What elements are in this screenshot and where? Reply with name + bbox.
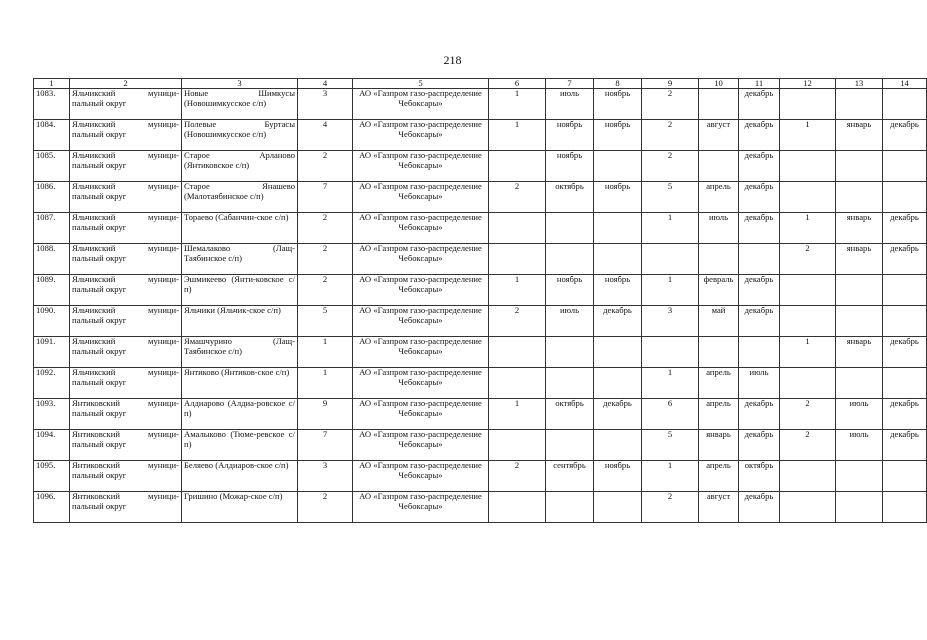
col-9-cell: 5 — [642, 430, 699, 461]
col-13-cell — [836, 151, 883, 182]
col-6-cell — [489, 151, 546, 182]
col-7-cell: сентябрь — [546, 461, 594, 492]
col-9-cell: 1 — [642, 461, 699, 492]
settlement-cell: Новые Шимкусы (Новошимкусское с/п) — [182, 89, 298, 120]
col-12-cell — [780, 492, 836, 523]
settlement-cell: Полевые Буртасы (Новошимкусское с/п) — [182, 120, 298, 151]
col-13-cell — [836, 275, 883, 306]
col-4-cell: 3 — [298, 89, 353, 120]
col-7-cell — [546, 337, 594, 368]
col-8-cell: ноябрь — [594, 461, 642, 492]
settlement-cell: Амалыково (Тюме-ревское с/п) — [182, 430, 298, 461]
col-14-cell — [883, 151, 927, 182]
col-12-cell — [780, 182, 836, 213]
organization-cell: АО «Газпром газо-распределение Чебоксары» — [353, 337, 489, 368]
col-7-cell — [546, 430, 594, 461]
col-11-cell: октябрь — [739, 461, 780, 492]
district-cell: Яльчикский муници-пальный округ — [70, 120, 182, 151]
col-10-cell — [699, 337, 739, 368]
column-number-8: 8 — [594, 79, 642, 89]
settlement-cell: Эшмикеево (Янти-ковское с/п) — [182, 275, 298, 306]
col-9-cell — [642, 244, 699, 275]
row-number: 1090. — [34, 306, 70, 337]
col-11-cell: декабрь — [739, 89, 780, 120]
organization-cell: АО «Газпром газо-распределение Чебоксары» — [353, 89, 489, 120]
col-12-cell — [780, 89, 836, 120]
col-14-cell — [883, 368, 927, 399]
table-row — [34, 151, 927, 182]
col-10-cell: август — [699, 492, 739, 523]
table-row — [34, 244, 927, 275]
col-8-cell: ноябрь — [594, 182, 642, 213]
col-7-cell — [546, 213, 594, 244]
col-4-cell: 2 — [298, 151, 353, 182]
col-13-cell — [836, 461, 883, 492]
column-number-14: 14 — [883, 79, 927, 89]
col-9-cell: 2 — [642, 492, 699, 523]
row-number: 1087. — [34, 213, 70, 244]
row-number: 1085. — [34, 151, 70, 182]
column-number-11: 11 — [739, 79, 780, 89]
col-14-cell — [883, 275, 927, 306]
col-6-cell — [489, 337, 546, 368]
settlement-cell: Ямашчурино (Лащ-Таябинское с/п) — [182, 337, 298, 368]
table-row — [34, 275, 927, 306]
col-7-cell: ноябрь — [546, 120, 594, 151]
col-8-cell: ноябрь — [594, 89, 642, 120]
table-row — [34, 120, 927, 151]
col-4-cell: 2 — [298, 213, 353, 244]
col-11-cell: декабрь — [739, 182, 780, 213]
table-row — [34, 337, 927, 368]
column-number-9: 9 — [642, 79, 699, 89]
column-number-4: 4 — [298, 79, 353, 89]
settlement-cell: Беляево (Алдиаров-ское с/п) — [182, 461, 298, 492]
col-10-cell: апрель — [699, 399, 739, 430]
col-10-cell: август — [699, 120, 739, 151]
col-11-cell — [739, 244, 780, 275]
settlement-cell: Алдиарово (Алдиа-ровское с/п) — [182, 399, 298, 430]
settlement-cell: Янтиково (Янтиков-ское с/п) — [182, 368, 298, 399]
col-10-cell — [699, 151, 739, 182]
col-6-cell: 2 — [489, 461, 546, 492]
col-6-cell: 1 — [489, 399, 546, 430]
row-number: 1091. — [34, 337, 70, 368]
col-11-cell: декабрь — [739, 430, 780, 461]
col-7-cell: ноябрь — [546, 275, 594, 306]
column-number-5: 5 — [353, 79, 489, 89]
col-8-cell — [594, 213, 642, 244]
col-10-cell: апрель — [699, 461, 739, 492]
settlement-cell: Старое Янашево (Малотаябинское с/п) — [182, 182, 298, 213]
col-4-cell: 2 — [298, 275, 353, 306]
col-11-cell: декабрь — [739, 120, 780, 151]
settlement-cell: Яльчики (Яльчик-ское с/п) — [182, 306, 298, 337]
row-number: 1084. — [34, 120, 70, 151]
col-14-cell — [883, 89, 927, 120]
gasification-schedule-table — [33, 78, 927, 523]
col-8-cell — [594, 244, 642, 275]
column-number-7: 7 — [546, 79, 594, 89]
district-cell: Янтиковский муници-пальный округ — [70, 461, 182, 492]
col-4-cell: 4 — [298, 120, 353, 151]
col-7-cell: октябрь — [546, 182, 594, 213]
col-14-cell: декабрь — [883, 337, 927, 368]
settlement-cell: Тораево (Сабанчин-ское с/п) — [182, 213, 298, 244]
col-10-cell — [699, 244, 739, 275]
col-8-cell: декабрь — [594, 306, 642, 337]
row-number: 1086. — [34, 182, 70, 213]
table-row — [34, 492, 927, 523]
col-7-cell: ноябрь — [546, 151, 594, 182]
col-14-cell: декабрь — [883, 120, 927, 151]
column-number-12: 12 — [780, 79, 836, 89]
column-number-row — [34, 79, 927, 89]
row-number: 1089. — [34, 275, 70, 306]
col-8-cell — [594, 430, 642, 461]
col-14-cell: декабрь — [883, 213, 927, 244]
column-number-2: 2 — [70, 79, 182, 89]
district-cell: Янтиковский муници-пальный округ — [70, 399, 182, 430]
col-6-cell: 1 — [489, 89, 546, 120]
col-10-cell — [699, 89, 739, 120]
col-9-cell: 2 — [642, 89, 699, 120]
col-10-cell: январь — [699, 430, 739, 461]
col-9-cell: 1 — [642, 213, 699, 244]
col-6-cell — [489, 430, 546, 461]
col-14-cell — [883, 461, 927, 492]
col-11-cell: декабрь — [739, 492, 780, 523]
organization-cell: АО «Газпром газо-распределение Чебоксары» — [353, 182, 489, 213]
col-11-cell: июль — [739, 368, 780, 399]
table-row — [34, 461, 927, 492]
col-6-cell: 1 — [489, 275, 546, 306]
col-10-cell: февраль — [699, 275, 739, 306]
column-number-3: 3 — [182, 79, 298, 89]
col-8-cell: ноябрь — [594, 120, 642, 151]
district-cell: Яльчикский муници-пальный округ — [70, 306, 182, 337]
district-cell: Яльчикский муници-пальный округ — [70, 182, 182, 213]
col-10-cell: апрель — [699, 368, 739, 399]
district-cell: Янтиковский муници-пальный округ — [70, 430, 182, 461]
col-10-cell: май — [699, 306, 739, 337]
settlement-cell: Гришино (Можар-ское с/п) — [182, 492, 298, 523]
col-6-cell: 2 — [489, 306, 546, 337]
col-6-cell — [489, 213, 546, 244]
column-number-10: 10 — [699, 79, 739, 89]
col-13-cell — [836, 89, 883, 120]
col-12-cell: 1 — [780, 213, 836, 244]
col-14-cell — [883, 492, 927, 523]
district-cell: Яльчикский муници-пальный округ — [70, 337, 182, 368]
col-4-cell: 7 — [298, 182, 353, 213]
col-4-cell: 3 — [298, 461, 353, 492]
col-14-cell: декабрь — [883, 244, 927, 275]
table-row — [34, 430, 927, 461]
col-4-cell: 2 — [298, 492, 353, 523]
row-number: 1092. — [34, 368, 70, 399]
col-13-cell: январь — [836, 337, 883, 368]
column-number-1: 1 — [34, 79, 70, 89]
settlement-cell: Шемалаково (Лащ-Таябинское с/п) — [182, 244, 298, 275]
table-row — [34, 182, 927, 213]
col-7-cell — [546, 368, 594, 399]
col-13-cell — [836, 306, 883, 337]
col-11-cell — [739, 337, 780, 368]
column-number-6: 6 — [489, 79, 546, 89]
table-row — [34, 399, 927, 430]
col-7-cell — [546, 244, 594, 275]
col-14-cell: декабрь — [883, 399, 927, 430]
col-10-cell: апрель — [699, 182, 739, 213]
page-number: 218 — [443, 53, 462, 67]
row-number: 1094. — [34, 430, 70, 461]
col-8-cell — [594, 368, 642, 399]
row-number: 1096. — [34, 492, 70, 523]
organization-cell: АО «Газпром газо-распределение Чебоксары» — [353, 430, 489, 461]
col-6-cell — [489, 368, 546, 399]
col-8-cell: декабрь — [594, 399, 642, 430]
col-6-cell: 2 — [489, 182, 546, 213]
col-9-cell: 1 — [642, 368, 699, 399]
col-12-cell — [780, 306, 836, 337]
district-cell: Яльчикский муници-пальный округ — [70, 89, 182, 120]
col-9-cell: 1 — [642, 275, 699, 306]
organization-cell: АО «Газпром газо-распределение Чебоксары» — [353, 244, 489, 275]
col-9-cell: 2 — [642, 120, 699, 151]
col-13-cell: июль — [836, 399, 883, 430]
col-11-cell: декабрь — [739, 399, 780, 430]
col-7-cell — [546, 492, 594, 523]
col-9-cell: 5 — [642, 182, 699, 213]
col-11-cell: декабрь — [739, 275, 780, 306]
organization-cell: АО «Газпром газо-распределение Чебоксары» — [353, 213, 489, 244]
col-7-cell: июль — [546, 89, 594, 120]
col-14-cell — [883, 182, 927, 213]
row-number: 1088. — [34, 244, 70, 275]
col-9-cell — [642, 337, 699, 368]
col-13-cell: январь — [836, 120, 883, 151]
col-8-cell — [594, 337, 642, 368]
column-number-13: 13 — [836, 79, 883, 89]
col-12-cell — [780, 151, 836, 182]
organization-cell: АО «Газпром газо-распределение Чебоксары» — [353, 461, 489, 492]
col-14-cell — [883, 306, 927, 337]
col-8-cell: ноябрь — [594, 275, 642, 306]
col-4-cell: 9 — [298, 399, 353, 430]
col-12-cell: 2 — [780, 399, 836, 430]
organization-cell: АО «Газпром газо-распределение Чебоксары» — [353, 399, 489, 430]
col-12-cell: 2 — [780, 244, 836, 275]
organization-cell: АО «Газпром газо-распределение Чебоксары» — [353, 368, 489, 399]
col-4-cell: 1 — [298, 337, 353, 368]
col-4-cell: 7 — [298, 430, 353, 461]
district-cell: Яльчикский муници-пальный округ — [70, 213, 182, 244]
district-cell: Яльчикский муници-пальный округ — [70, 244, 182, 275]
col-14-cell: декабрь — [883, 430, 927, 461]
col-13-cell: июль — [836, 430, 883, 461]
table-body — [34, 89, 927, 523]
col-6-cell — [489, 244, 546, 275]
col-6-cell — [489, 492, 546, 523]
col-11-cell: декабрь — [739, 151, 780, 182]
col-7-cell: октябрь — [546, 399, 594, 430]
col-4-cell: 5 — [298, 306, 353, 337]
table-row — [34, 306, 927, 337]
col-8-cell — [594, 492, 642, 523]
col-13-cell: январь — [836, 213, 883, 244]
col-7-cell: июль — [546, 306, 594, 337]
row-number: 1083. — [34, 89, 70, 120]
district-cell: Яльчикский муници-пальный округ — [70, 368, 182, 399]
col-9-cell: 2 — [642, 151, 699, 182]
table-row — [34, 213, 927, 244]
col-6-cell: 1 — [489, 120, 546, 151]
col-11-cell: декабрь — [739, 306, 780, 337]
col-10-cell: июль — [699, 213, 739, 244]
col-12-cell: 2 — [780, 430, 836, 461]
col-9-cell: 3 — [642, 306, 699, 337]
col-12-cell: 1 — [780, 120, 836, 151]
table-row — [34, 89, 927, 120]
col-4-cell: 1 — [298, 368, 353, 399]
district-cell: Яльчикский муници-пальный округ — [70, 151, 182, 182]
col-8-cell — [594, 151, 642, 182]
district-cell: Яльчикский муници-пальный округ — [70, 275, 182, 306]
row-number: 1093. — [34, 399, 70, 430]
col-13-cell: январь — [836, 244, 883, 275]
col-12-cell — [780, 275, 836, 306]
organization-cell: АО «Газпром газо-распределение Чебоксары» — [353, 492, 489, 523]
organization-cell: АО «Газпром газо-распределение Чебоксары» — [353, 120, 489, 151]
col-12-cell: 1 — [780, 337, 836, 368]
district-cell: Янтиковский муници-пальный округ — [70, 492, 182, 523]
organization-cell: АО «Газпром газо-распределение Чебоксары» — [353, 151, 489, 182]
col-4-cell: 2 — [298, 244, 353, 275]
row-number: 1095. — [34, 461, 70, 492]
col-11-cell: декабрь — [739, 213, 780, 244]
col-13-cell — [836, 368, 883, 399]
col-13-cell — [836, 492, 883, 523]
col-12-cell — [780, 461, 836, 492]
col-12-cell — [780, 368, 836, 399]
organization-cell: АО «Газпром газо-распределение Чебоксары» — [353, 306, 489, 337]
col-13-cell — [836, 182, 883, 213]
settlement-cell: Старое Арланово (Янтиковское с/п) — [182, 151, 298, 182]
organization-cell: АО «Газпром газо-распределение Чебоксары» — [353, 275, 489, 306]
table-row — [34, 368, 927, 399]
col-9-cell: 6 — [642, 399, 699, 430]
